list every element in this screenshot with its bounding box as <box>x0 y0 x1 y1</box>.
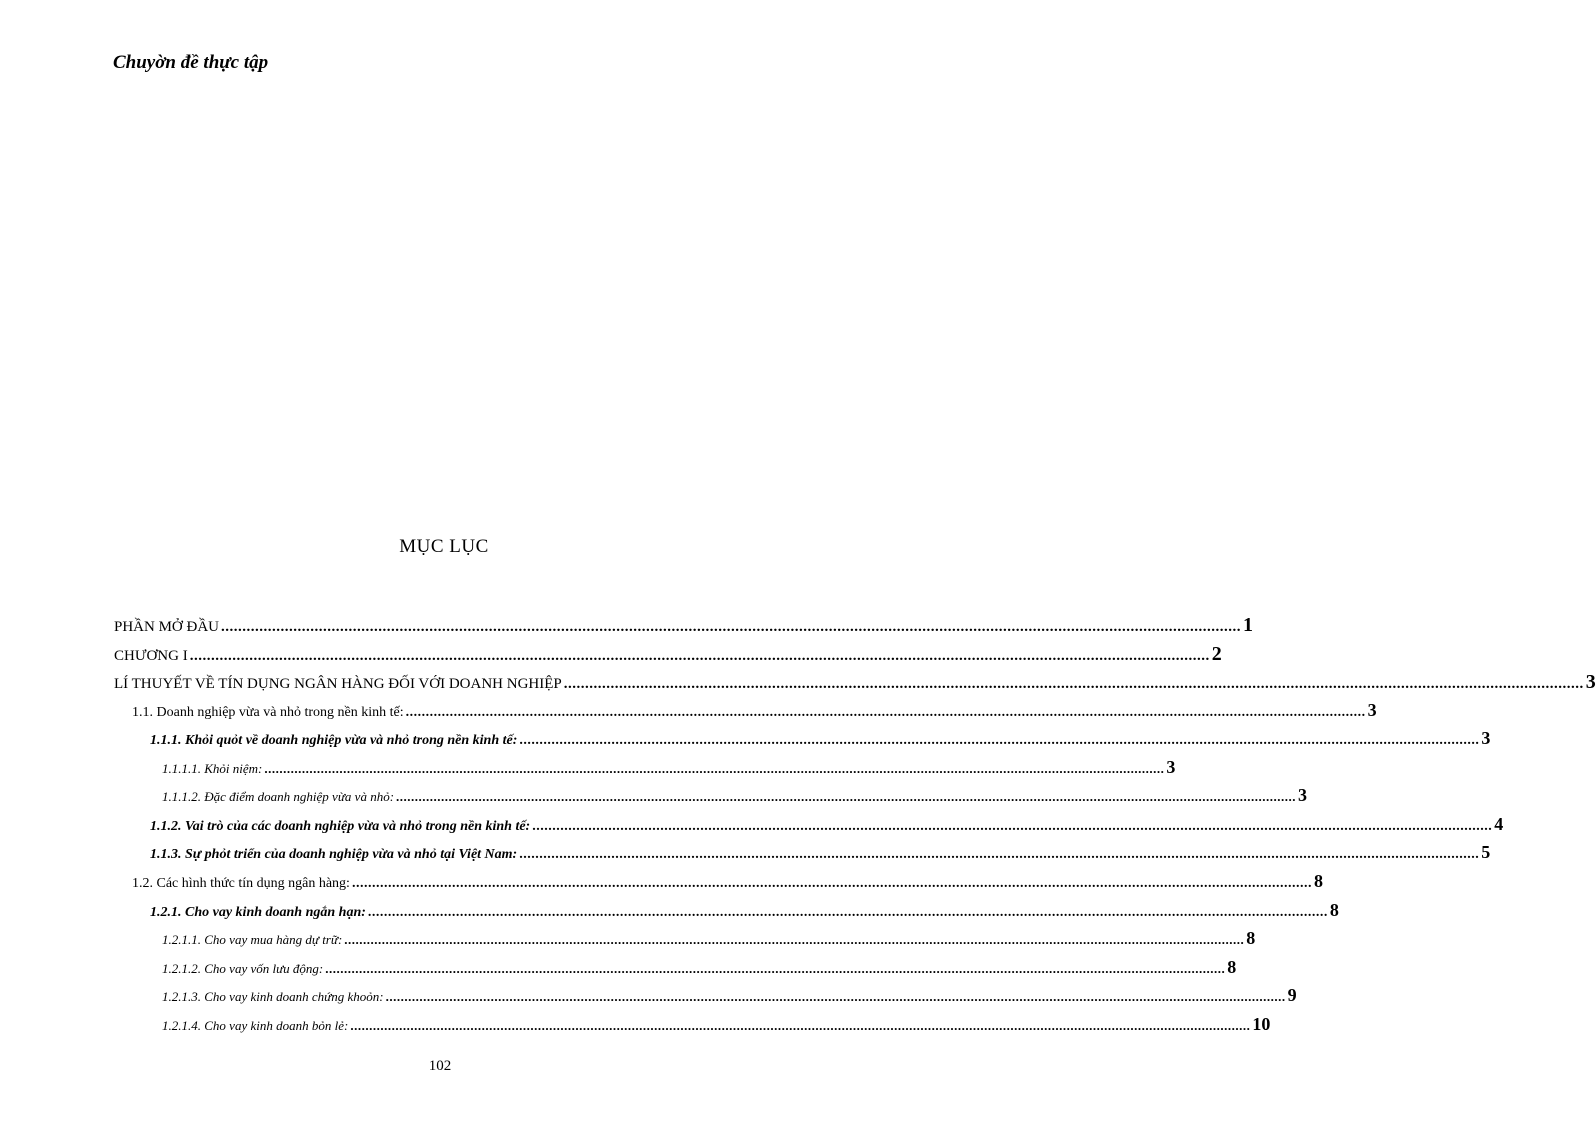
toc-entry-page: 8 <box>1329 900 1339 920</box>
toc-leader: ................................................................................................................................................................................................................................................ <box>396 789 1297 804</box>
toc-entry-page: 3 <box>1166 757 1176 777</box>
toc-entry[interactable] <box>114 757 1176 778</box>
toc-entry-page: 3 <box>1367 700 1377 720</box>
toc-leader: ................................................................................................................................................................................................................................................ <box>519 847 1480 862</box>
toc-entry-label: 1.2.1.1. Cho vay mua hàng dự trữ: <box>162 932 343 947</box>
toc-leader: ................................................................................................................................................................................................................................................ <box>264 761 1165 776</box>
toc-leader: ................................................................................................................................................................................................................................................ <box>221 619 1242 635</box>
toc-entry[interactable] <box>114 671 1596 694</box>
toc-entry-page: 1 <box>1243 614 1254 636</box>
toc-leader: ................................................................................................................................................................................................................................................ <box>367 905 1328 920</box>
toc-entry-label: 1.1.1.2. Đặc điểm doanh nghiệp vừa và nhỏ: <box>162 789 395 804</box>
toc-entry[interactable] <box>114 871 1323 892</box>
toc-entry[interactable] <box>114 728 1491 749</box>
toc-entry-page: 9 <box>1287 985 1297 1005</box>
toc-entry[interactable] <box>114 985 1297 1006</box>
toc-entry[interactable] <box>114 785 1308 806</box>
toc-entry-page: 2 <box>1211 643 1222 665</box>
toc-leader: ................................................................................................................................................................................................................................................ <box>189 648 1210 664</box>
toc-entry-page: 4 <box>1494 814 1504 834</box>
toc-entry[interactable] <box>114 900 1339 921</box>
toc-entry-label: LÍ THUYẾT VỀ TÍN DỤNG NGÂN HÀNG ĐỐI VỚI DOANH NGHIỆP <box>114 676 562 692</box>
toc-entry-label: PHẦN MỞ ĐẦU <box>114 619 220 635</box>
toc-leader: ................................................................................................................................................................................................................................................ <box>350 1018 1251 1033</box>
toc-leader: ................................................................................................................................................................................................................................................ <box>325 961 1226 976</box>
toc-entry-page: 3 <box>1298 785 1308 805</box>
toc-entry-label: CHƯƠNG I <box>114 648 188 664</box>
toc-entry-page: 3 <box>1481 728 1491 748</box>
toc-entry-page: 3 <box>1585 671 1596 693</box>
toc-entry-page: 8 <box>1246 928 1256 948</box>
toc-entry-page: 10 <box>1252 1014 1271 1034</box>
toc-entry-label: 1.1.3. Sự phỏt triển của doanh nghiệp vừa và nhỏ tại Việt Nam: <box>150 847 518 862</box>
toc-leader: ................................................................................................................................................................................................................................................ <box>405 705 1366 720</box>
toc-leader: ................................................................................................................................................................................................................................................ <box>563 676 1584 692</box>
toc-entry-page: 8 <box>1227 957 1237 977</box>
toc-entry-label: 1.1.1. Khỏi quỏt về doanh nghiệp vừa và nhỏ trong nền kinh tế: <box>150 733 518 748</box>
toc-entry[interactable] <box>114 1014 1271 1035</box>
toc-entry[interactable] <box>114 700 1377 721</box>
toc-entry[interactable] <box>114 614 1254 637</box>
toc-entry-label: 1.1.2. Vai trò của các doanh nghiệp vừa và nhỏ trong nền kinh tế: <box>150 819 531 834</box>
toc-entry-label: 1.2.1.4. Cho vay kinh doanh bỏn lẻ: <box>162 1018 349 1033</box>
toc-entry[interactable] <box>114 928 1256 949</box>
toc-leader: ................................................................................................................................................................................................................................................ <box>351 876 1312 891</box>
toc-entry-label: 1.2.1. Cho vay kinh doanh ngắn hạn: <box>150 905 366 920</box>
toc-entry[interactable] <box>114 643 1222 666</box>
toc-entry-page: 8 <box>1313 871 1323 891</box>
toc-leader: ................................................................................................................................................................................................................................................ <box>519 733 1480 748</box>
toc-entry-page: 5 <box>1481 842 1491 862</box>
page-number: 102 <box>428 1058 452 1074</box>
toc-leader: ................................................................................................................................................................................................................................................ <box>385 989 1286 1004</box>
toc-entry[interactable] <box>114 814 1504 835</box>
toc-entry[interactable] <box>114 957 1237 978</box>
toc-leader: ................................................................................................................................................................................................................................................ <box>532 819 1493 834</box>
toc-entry-label: 1.1.1.1. Khỏi niệm: <box>162 761 263 776</box>
toc-entry-label: 1.2.1.2. Cho vay vốn lưu động: <box>162 961 324 976</box>
toc-entry-label: 1.2.1.3. Cho vay kinh doanh chứng khoỏn: <box>162 989 384 1004</box>
toc-leader: ................................................................................................................................................................................................................................................ <box>344 932 1245 947</box>
toc-entry-label: 1.1. Doanh nghiệp vừa và nhỏ trong nền kinh tế: <box>132 705 404 720</box>
toc-entry[interactable] <box>114 842 1491 863</box>
page-title: MỤC LỤC <box>399 536 489 557</box>
toc-entry-label: 1.2. Các hình thức tín dụng ngân hàng: <box>132 876 350 891</box>
document-header: Chuyờn đề thực tập <box>113 52 269 73</box>
